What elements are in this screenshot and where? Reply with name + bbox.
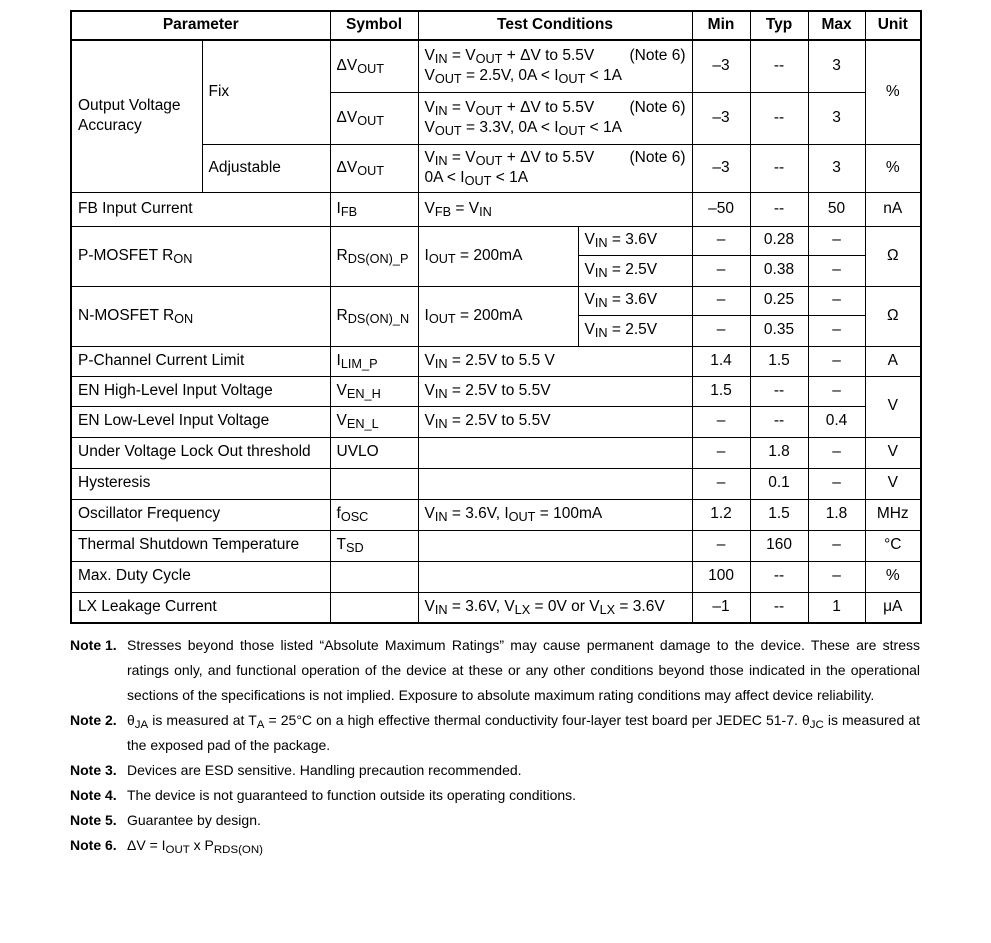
header-min: Min — [692, 11, 750, 40]
table-row — [71, 437, 921, 468]
param-fix: Fix — [202, 40, 330, 144]
typ-cell: -- — [750, 406, 808, 437]
min-cell: – — [692, 406, 750, 437]
param-cell: EN Low-Level Input Voltage — [71, 406, 330, 437]
max-cell: – — [808, 226, 865, 255]
param-cell: Oscillator Frequency — [71, 499, 330, 530]
conditions-cell: $V_{IN} = V_{OUT} + \Delta V$ to 5.5V (Note 6) $V_{OUT} = 3.3V$, $0A < I_{OUT} < 1A$ — [418, 92, 692, 144]
typ-cell: -- — [750, 376, 808, 406]
symbol-cell: $R_{DS(ON)\_N}$ — [330, 286, 418, 346]
param-cell: P-Channel Current Limit — [71, 346, 330, 376]
max-cell: – — [808, 315, 865, 346]
table-row — [71, 286, 921, 315]
min-cell: –3 — [692, 92, 750, 144]
typ-cell: 0.38 — [750, 255, 808, 286]
notes-section — [70, 633, 920, 858]
min-cell: – — [692, 530, 750, 561]
typ-cell: 0.1 — [750, 468, 808, 499]
param-cell: Under Voltage Lock Out threshold — [71, 437, 330, 468]
symbol-cell: $\Delta V_{OUT}$ — [330, 40, 418, 92]
symbol-cell: $\Delta V_{OUT}$ — [330, 92, 418, 144]
min-cell: 1.2 — [692, 499, 750, 530]
electrical-characteristics-table — [70, 10, 922, 624]
subcondition-cell: $V_{IN} = 3.6V$ — [578, 286, 692, 315]
min-cell: 1.5 — [692, 376, 750, 406]
typ-cell: 1.8 — [750, 437, 808, 468]
min-cell: –1 — [692, 592, 750, 623]
conditions-cell — [418, 561, 692, 592]
symbol-cell: $R_{DS(ON)\_P}$ — [330, 226, 418, 286]
header-symbol: Symbol — [330, 11, 418, 40]
conditions-cell: $V_{IN} = V_{OUT} + \Delta V$ to 5.5V (Note 6) $0A < I_{OUT} < 1A$ — [418, 144, 692, 192]
min-cell: –50 — [692, 192, 750, 226]
max-cell: 1.8 — [808, 499, 865, 530]
max-cell: – — [808, 468, 865, 499]
subcondition-cell: $V_{IN} = 2.5V$ — [578, 315, 692, 346]
header-test-conditions: Test Conditions — [418, 11, 692, 40]
param-cell: FB Input Current — [71, 192, 330, 226]
header-unit: Unit — [865, 11, 921, 40]
max-cell: – — [808, 437, 865, 468]
note-6 — [70, 833, 920, 858]
unit-cell: nA — [865, 192, 921, 226]
conditions-cell — [418, 468, 692, 499]
param-cell: LX Leakage Current — [71, 592, 330, 623]
typ-cell: -- — [750, 192, 808, 226]
unit-cell: V — [865, 468, 921, 499]
min-cell: – — [692, 226, 750, 255]
note-5 — [70, 808, 920, 833]
min-cell: 1.4 — [692, 346, 750, 376]
conditions-cell: $V_{IN} = 3.6V$, $I_{OUT} = 100mA$ — [418, 499, 692, 530]
note-4 — [70, 783, 920, 808]
note-label: Note 4. — [70, 787, 117, 803]
min-cell: – — [692, 468, 750, 499]
typ-cell: -- — [750, 92, 808, 144]
symbol-cell: $V_{EN\_H}$ — [330, 376, 418, 406]
subcondition-cell: $V_{IN} = 3.6V$ — [578, 226, 692, 255]
table-row — [71, 346, 921, 376]
max-cell: 3 — [808, 40, 865, 92]
symbol-cell: $f_{OSC}$ — [330, 499, 418, 530]
table-row — [71, 592, 921, 623]
max-cell: 3 — [808, 144, 865, 192]
subcondition-cell: $V_{IN} = 2.5V$ — [578, 255, 692, 286]
param-cell: EN High-Level Input Voltage — [71, 376, 330, 406]
max-cell: – — [808, 530, 865, 561]
header-typ: Typ — [750, 11, 808, 40]
min-cell: –3 — [692, 144, 750, 192]
note-text: Devices are ESD sensitive. Handling precaution recommended. — [127, 762, 522, 778]
table-row — [71, 499, 921, 530]
note-label: Note 1. — [70, 637, 117, 653]
conditions-cell: $I_{OUT} = 200mA$ — [418, 286, 578, 346]
note-text: $\Delta V = I_{OUT}$ x $P_{RDS(ON)}$ — [127, 837, 263, 856]
note-1 — [70, 633, 920, 708]
unit-cell: % — [865, 40, 921, 144]
conditions-cell: $I_{OUT} = 200mA$ — [418, 226, 578, 286]
max-cell: – — [808, 561, 865, 592]
unit-cell: V — [865, 437, 921, 468]
typ-cell: 1.5 — [750, 499, 808, 530]
note-3 — [70, 758, 920, 783]
max-cell: – — [808, 286, 865, 315]
unit-cell: % — [865, 561, 921, 592]
param-cell: Hysteresis — [71, 468, 330, 499]
typ-cell: -- — [750, 144, 808, 192]
conditions-cell: $V_{FB} = V_{IN}$ — [418, 192, 692, 226]
symbol-cell — [330, 592, 418, 623]
table-row — [71, 226, 921, 255]
table-row — [71, 530, 921, 561]
note-label: Note 6. — [70, 837, 117, 853]
max-cell: – — [808, 376, 865, 406]
param-adjustable: Adjustable — [202, 144, 330, 192]
unit-cell: A — [865, 346, 921, 376]
conditions-cell: $V_{IN} = V_{OUT} + \Delta V$ to 5.5V (Note 6) $V_{OUT} = 2.5V$, $0A < I_{OUT} < 1A$ — [418, 40, 692, 92]
unit-cell: V — [865, 376, 921, 437]
max-cell: 3 — [808, 92, 865, 144]
conditions-cell: $V_{IN} = 3.6V$, $V_{LX} = 0V$ or $V_{LX} = 3.6V$ — [418, 592, 692, 623]
typ-cell: -- — [750, 40, 808, 92]
min-cell: 100 — [692, 561, 750, 592]
min-cell: – — [692, 286, 750, 315]
unit-cell: Ω — [865, 226, 921, 286]
header-parameter: Parameter — [71, 11, 330, 40]
typ-cell: 1.5 — [750, 346, 808, 376]
conditions-cell: $V_{IN} = 2.5V$ to 5.5V — [418, 406, 692, 437]
param-cell: P-MOSFET $R_{ON}$ — [71, 226, 330, 286]
table-row — [71, 406, 921, 437]
table-row — [71, 40, 921, 92]
symbol-cell: $T_{SD}$ — [330, 530, 418, 561]
symbol-cell: $I_{LIM\_P}$ — [330, 346, 418, 376]
table-row — [71, 468, 921, 499]
symbol-cell: UVLO — [330, 437, 418, 468]
note-text: Stresses beyond those listed “Absolute Maximum Ratings” may cause permanent damage to the device. These are stress ratings only, and functional operation of the device at these or any other conditions beyond those indicated in the operational sections of the specifications is not implied. Exposure to absolute maximum rating conditions may affect device reliability. — [127, 637, 920, 703]
note-label: Note 5. — [70, 812, 117, 828]
note-2 — [70, 708, 920, 758]
min-cell: –3 — [692, 40, 750, 92]
param-output-voltage-accuracy: Output Voltage Accuracy — [71, 40, 202, 192]
unit-cell: Ω — [865, 286, 921, 346]
max-cell: 1 — [808, 592, 865, 623]
symbol-cell — [330, 468, 418, 499]
unit-cell: μA — [865, 592, 921, 623]
conditions-cell: $V_{IN} = 2.5V$ to 5.5V — [418, 376, 692, 406]
typ-cell: 0.35 — [750, 315, 808, 346]
symbol-cell: $V_{EN\_L}$ — [330, 406, 418, 437]
symbol-cell: $\Delta V_{OUT}$ — [330, 144, 418, 192]
conditions-cell: $V_{IN} = 2.5V$ to 5.5 V — [418, 346, 692, 376]
max-cell: – — [808, 255, 865, 286]
typ-cell: 160 — [750, 530, 808, 561]
note-label: Note 2. — [70, 712, 117, 728]
param-cell: N-MOSFET $R_{ON}$ — [71, 286, 330, 346]
conditions-cell — [418, 437, 692, 468]
table-row — [71, 376, 921, 406]
conditions-cell — [418, 530, 692, 561]
min-cell: – — [692, 437, 750, 468]
header-max: Max — [808, 11, 865, 40]
max-cell: – — [808, 346, 865, 376]
note-text: The device is not guaranteed to function outside its operating conditions. — [127, 787, 577, 803]
param-cell: Max. Duty Cycle — [71, 561, 330, 592]
unit-cell: % — [865, 144, 921, 192]
typ-cell: -- — [750, 561, 808, 592]
typ-cell: 0.28 — [750, 226, 808, 255]
note-label: Note 3. — [70, 762, 117, 778]
header-row — [71, 11, 921, 40]
note-text: $\theta_{JA}$ is measured at $T_A = 25^\circ C$ on a high effective thermal conductivity four-layer test board per JEDEC 51-7. $\theta_{JC}$ is measured at the exposed pad of the package. — [127, 712, 920, 753]
max-cell: 50 — [808, 192, 865, 226]
table-row — [71, 561, 921, 592]
note-text: Guarantee by design. — [127, 812, 261, 828]
min-cell: – — [692, 315, 750, 346]
symbol-cell: $I_{FB}$ — [330, 192, 418, 226]
symbol-cell — [330, 561, 418, 592]
min-cell: – — [692, 255, 750, 286]
max-cell: 0.4 — [808, 406, 865, 437]
typ-cell: -- — [750, 592, 808, 623]
unit-cell: MHz — [865, 499, 921, 530]
table-row — [71, 192, 921, 226]
param-cell: Thermal Shutdown Temperature — [71, 530, 330, 561]
unit-cell: °C — [865, 530, 921, 561]
typ-cell: 0.25 — [750, 286, 808, 315]
